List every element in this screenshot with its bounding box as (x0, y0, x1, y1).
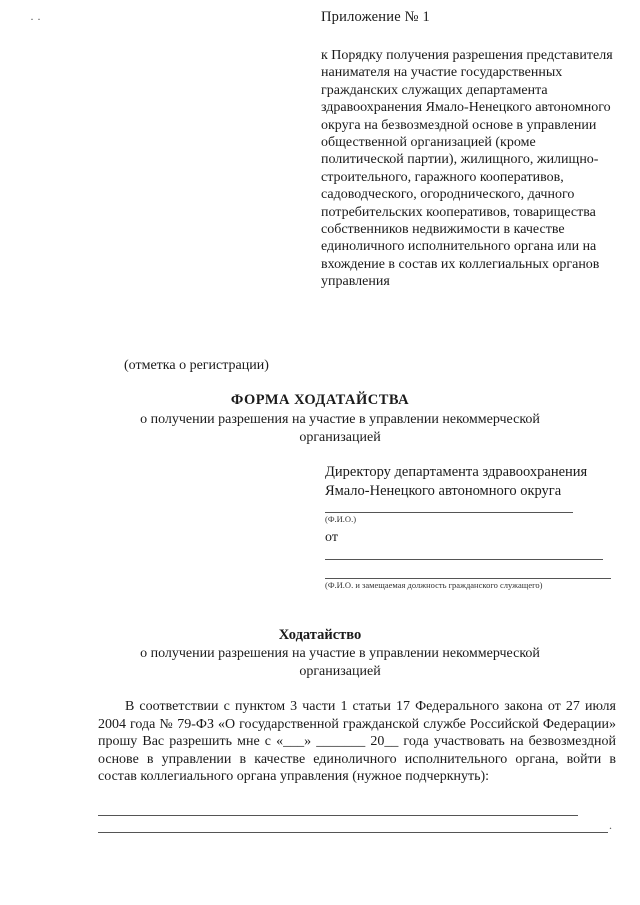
petition-title: Ходатайство (278, 627, 362, 643)
addressee-line-1: Директору департамента здравоохранения (325, 464, 588, 480)
fio-caption: (Ф.И.О.) (325, 514, 357, 524)
from-line-1 (325, 559, 603, 560)
answer-line-2 (98, 832, 608, 833)
trailing-dot: . (609, 818, 612, 832)
petition-body: В соответствии с пунктом 3 части 1 статьи 17 Федерального закона от 27 июля 2004 года № 79-ФЗ «О государственной гражданской службе Российской Федерации» прошу Вас разрешить мне с «___» _______ 20__ года участвовать на безвозмездной основе в управлении в качестве единоличного исполнительного органа, войти в состав коллегиального органа управления (нужное подчеркнуть): (98, 699, 616, 784)
petition-subtitle: о получении разрешения на участие в управлении некоммерческой организацией (140, 646, 540, 679)
appendix-text: к Порядку получения разрешения представителя нанимателя на участие государственных гражданских служащих департамента здравоохранения Ямало-Ненецкого автономного округа на безвозмездной основе в управлении общественной организацией (кроме политической партии), жилищного, жилищно-строительного, гаражного кооперативов, садоводческого, огороднического, дачного потребительских кооперативов, товарищества собственников недвижимости в качестве единоличного исполнительного органа или на вхождение в состав их коллегиальных органов управления (321, 48, 613, 290)
registration-mark: (отметка о регистрации) (124, 358, 269, 373)
fio-position-caption: (Ф.И.О. и замещаемая должность гражданского служащего) (325, 580, 543, 590)
from-label: от (325, 530, 338, 545)
form-subtitle: о получении разрешения на участие в управлении некоммерческой организацией (140, 412, 540, 445)
appendix-title: Приложение № 1 (321, 9, 430, 25)
addressee-line-2: Ямало-Ненецкого автономного округа (325, 483, 562, 499)
answer-line-1 (98, 815, 578, 816)
addressee-block (325, 463, 625, 501)
from-line-2 (325, 578, 611, 579)
fio-line (325, 512, 573, 513)
scan-dots: · · (30, 12, 41, 26)
form-title: ФОРМА ХОДАТАЙСТВА (230, 392, 410, 408)
